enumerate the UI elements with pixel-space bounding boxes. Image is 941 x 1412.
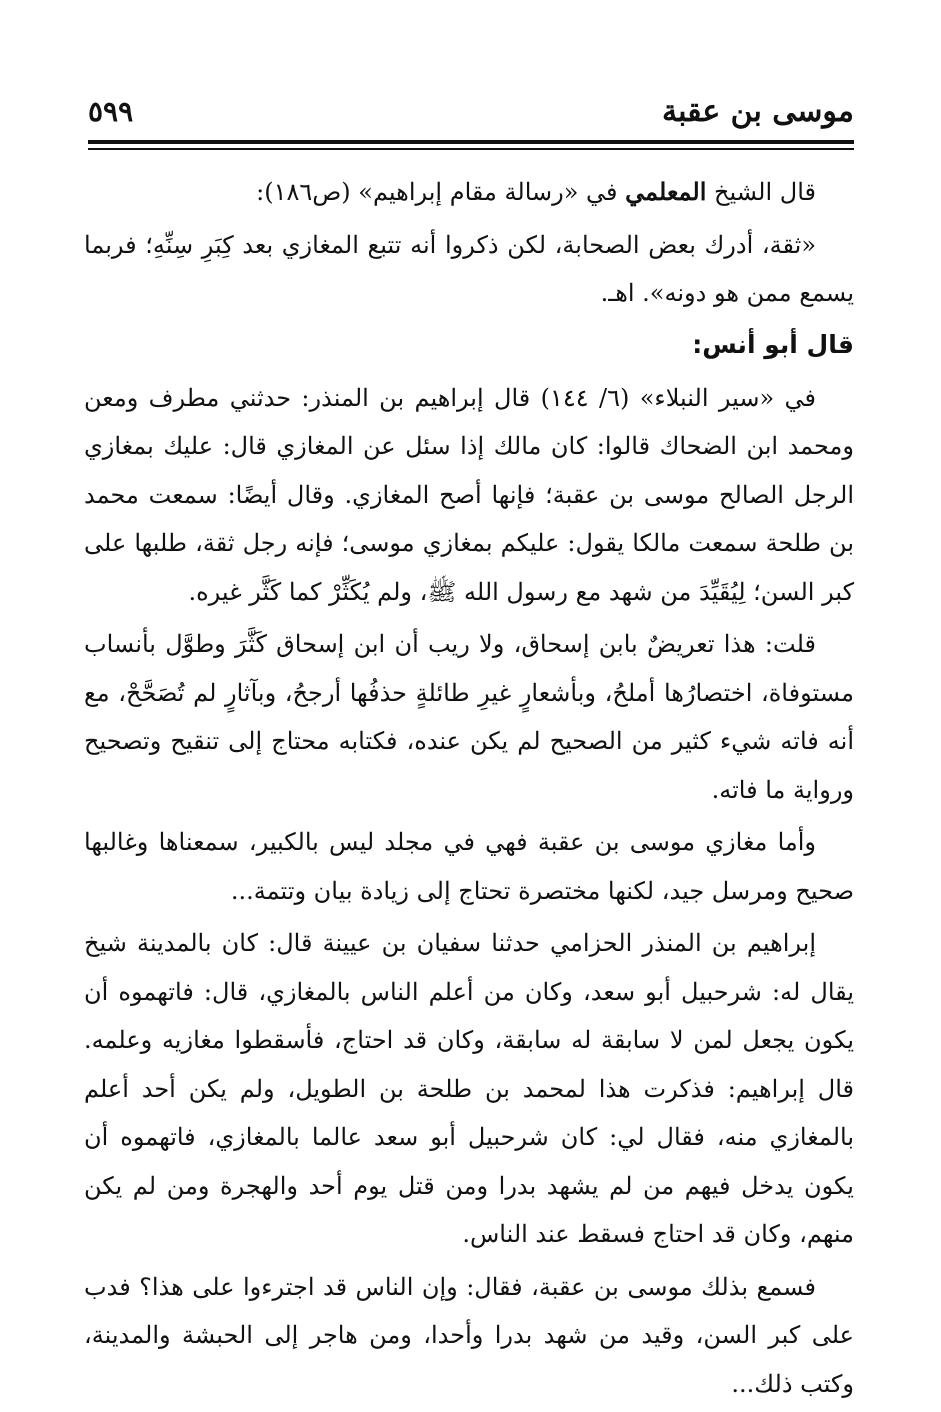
page-number: ٥٩٩ — [88, 95, 134, 128]
paragraph-quote: «ثقة، أدرك بعض الصحابة، لكن ذكروا أنه تتبع المغازي بعد كِبَرِ سِنِّهِ؛ فربما يسمع ممن هو دونه». اهـ. — [84, 230, 854, 307]
paragraph-sharhabil: إبراهيم بن المنذر الحزامي حدثنا سفيان بن عيينة قال: كان بالمدينة شيخ يقال له: شرحبيل أبو سعد، وكان من أعلم الناس بالمغازي، قال: فاتهموه أن يكون يجعل لمن لا سابقة له سابقة، وكان قد احتاج، فأسقطوا مغازيه وعلمه. قال إبراهيم: فذكرت هذا لمحمد بن طلحة بن الطويل، ولم يكن أحد أعلم بالمغازي منه، فقال لي: كان شرحبيل أبو سعد عالما بالمغازي، فاتهموه أن يكون يدخل فيهم من لم يشهد بدرا ومن قتل يوم أحد والهجرة ومن لم يكن منهم، وكان قد احتاج فسقط عند الناس. — [84, 929, 854, 1248]
citation-prefix: قال الشيخ — [706, 178, 816, 206]
header-rule-thick — [88, 140, 854, 144]
page-body — [84, 168, 854, 1412]
paragraph-maghazi: وأما مغازي موسى بن عقبة فهي في مجلد ليس بالكبير، سمعناها وغالبها صحيح ومرسل جيد، لكنها مختصرة تحتاج إلى زيادة بيان وتتمة... — [84, 828, 854, 905]
section-heading: قال أبو أنس: — [692, 329, 854, 359]
citation-suffix: في «رسالة مقام إبراهيم» (ص١٨٦): — [256, 178, 626, 206]
header-rule-thin — [88, 148, 854, 150]
paragraph-conclusion: فسمع بذلك موسى بن عقبة، فقال: وإن الناس قد اجترءوا على هذا؟ فدب على كبر السن، وقيد من شهد بدرا وأحدا، ومن هاجر إلى الحبشة والمدينة، وكتب ذلك... — [84, 1272, 854, 1398]
paragraph-comment: قلت: هذا تعريضٌ بابن إسحاق، ولا ريب أن ابن إسحاق كَثَّرَ وطوَّل بأنساب مستوفاة، اختصارُها أملحُ، وبأشعارٍ غيرِ طائلةٍ حذفُها أرجحُ، وبآثارٍ لم تُصَحَّحْ، مع أنه فاته شيء كثير من الصحيح لم يكن عنده، فكتابه محتاج إلى تنقيح وتصحيح ورواية ما فاته. — [84, 630, 854, 804]
page-header — [88, 92, 854, 138]
paragraph-citation — [84, 168, 854, 217]
running-title: موسى بن عقبة — [662, 94, 854, 129]
paragraph-siyar: في «سير النبلاء» (٦/ ١٤٤) قال إبراهيم بن المنذر: حدثني مطرف ومعن ومحمد ابن الضحاك قالوا: كان مالك إذا سئل عن المغازي قال: عليك بمغازي الرجل الصالح موسى بن عقبة؛ فإنها أصح المغازي. وقال أيضًا: سمعت محمد بن طلحة سمعت مالكا يقول: عليكم بمغازي موسى؛ فإنه رجل ثقة، طلبها على كبر السن؛ لِيُقَيِّدَ من شهد مع رسول الله ﷺ، ولم يُكَثِّرْ كما كَثَّر غيره. — [84, 383, 854, 606]
scholar-name: المعلمي — [625, 177, 707, 206]
